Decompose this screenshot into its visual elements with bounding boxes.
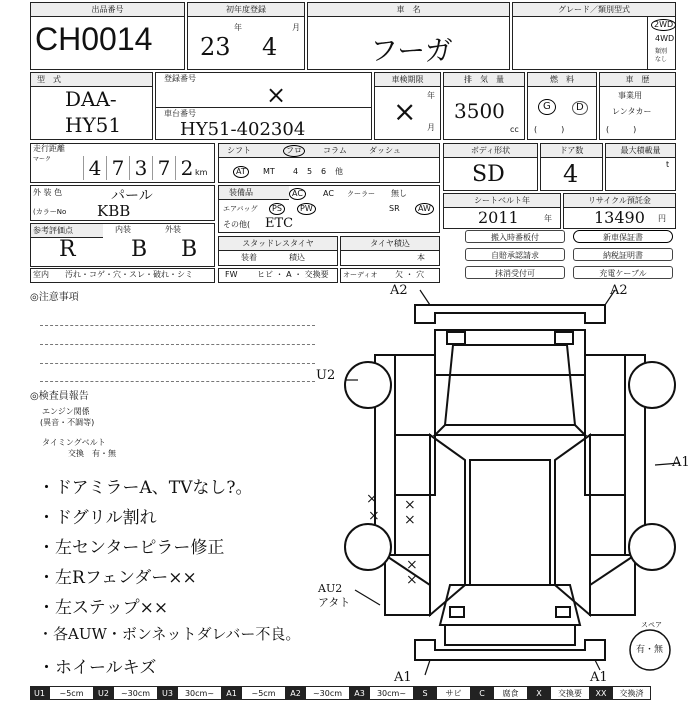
chassis-label: 車台番号	[164, 109, 196, 118]
type-line1: DAA-	[65, 87, 117, 111]
legend-meaning: ~5cm	[241, 686, 286, 700]
studless-loaded: 積込	[289, 253, 305, 262]
interior-label: 内装	[115, 225, 131, 234]
use-business: 事業用	[618, 91, 642, 100]
month-unit: 月	[292, 23, 300, 32]
mileage-label: 走行距離	[33, 144, 65, 153]
disp-box	[443, 72, 525, 140]
legend-meaning: サビ	[436, 686, 471, 700]
studless-label: スタッドレスタイヤ	[219, 237, 337, 251]
fuel-other: ( )	[534, 125, 565, 134]
trans-5: 5	[307, 167, 313, 176]
use-other: ( )	[606, 125, 637, 134]
legend-code: U3	[158, 686, 177, 700]
legend-code: C	[471, 686, 493, 700]
timing-options: 交換 有・無	[68, 449, 116, 458]
lot-label: 出品番号	[31, 3, 184, 17]
mark-x-5: ×	[406, 557, 418, 573]
fw-label: FW	[225, 270, 238, 279]
legend-meaning: 30cm~	[369, 686, 414, 700]
fuel-diesel: D	[572, 101, 588, 115]
timing-label: タイミングベルト	[42, 438, 106, 447]
legend-meaning: 30cm~	[177, 686, 222, 700]
recycle-unit: 円	[658, 214, 666, 223]
fw-box	[218, 268, 338, 283]
car-damage-diagram	[300, 285, 700, 685]
doc-tax: 納税証明書	[573, 248, 673, 261]
tire-load-label: タイヤ積込	[341, 237, 439, 251]
use-box	[599, 72, 676, 140]
inspection-year-unit: 年	[427, 91, 435, 100]
shift-box	[218, 143, 440, 183]
doors-count: 4	[563, 160, 579, 188]
displacement: 3500	[454, 99, 505, 123]
equip-other: ETC	[265, 216, 294, 231]
trans-at: AT	[233, 166, 249, 178]
tire-load-box	[340, 236, 440, 266]
recycle-label: リサイクル預託金	[564, 194, 675, 208]
remark-3: ・左センターピラー修正	[38, 538, 225, 558]
color-label: 外 装 色	[33, 188, 63, 197]
doc-warranty: 新車保証書	[573, 230, 673, 243]
cabin-label: 室内	[33, 270, 49, 279]
equip-aw: AW	[415, 203, 434, 215]
capacity-box	[605, 143, 676, 191]
legend-meaning: 交換済	[612, 686, 651, 700]
body-box	[443, 143, 538, 191]
mark-a1-rear-left: A1	[394, 670, 412, 685]
seatbelt-box	[443, 193, 561, 229]
legend-code: U2	[94, 686, 113, 700]
legend-meaning: ~5cm	[49, 686, 94, 700]
lot-box	[30, 2, 185, 70]
studless-mounted: 装着	[241, 253, 257, 262]
mileage-digit: 3	[129, 156, 152, 180]
doors-box	[540, 143, 603, 191]
model-box	[307, 2, 510, 70]
trans-6: 6	[321, 167, 327, 176]
equip-other-label: その他(	[223, 220, 251, 229]
legend-code: U1	[30, 686, 49, 700]
equip-ps: PS	[269, 203, 285, 215]
mark-x-6: ×	[406, 572, 418, 588]
legend-meaning: 腐食	[493, 686, 528, 700]
inspector-heading: ◎検査員報告	[30, 391, 89, 402]
mark-x-4: ×	[368, 508, 380, 524]
color-box	[30, 185, 215, 221]
mark-a2-left: A2	[390, 283, 408, 298]
first-reg-label: 初年度登録	[188, 3, 304, 17]
fuel-box	[527, 72, 597, 140]
fuel-label: 燃 料	[528, 73, 596, 87]
cc-unit: cc	[510, 125, 519, 134]
legend-meaning: ~30cm	[305, 686, 350, 700]
inspection-label: 車検期限	[375, 73, 440, 87]
inspection-box	[374, 72, 441, 140]
doc-charge-cable: 充電ケーブル	[573, 266, 673, 279]
equip-none: 無し	[391, 189, 407, 198]
equip-ac2: AC	[323, 189, 334, 198]
equip-box	[218, 185, 440, 233]
chassis-number: HY51-402304	[180, 119, 306, 140]
exterior-label: 外装	[165, 225, 181, 234]
mileage-box	[30, 143, 215, 183]
equip-cooler: クーラー	[347, 190, 375, 198]
reg-label: 登録番号	[164, 74, 196, 83]
reg-box	[155, 72, 372, 140]
equip-sr: SR	[389, 204, 400, 213]
seatbelt-label: シートベルト年	[444, 194, 560, 208]
drive-none: 類別 なし	[655, 48, 668, 63]
type-line2: HY51	[65, 113, 122, 137]
mileage-digit: 7	[106, 156, 129, 180]
mileage-digit: 4	[83, 156, 106, 180]
remark-2: ・ドグリル割れ	[38, 508, 157, 528]
notes-heading: ◎注意事項	[30, 292, 79, 303]
grade-box	[512, 2, 676, 70]
eval-label: 参考評価点	[31, 224, 103, 238]
legend-code: A2	[286, 686, 305, 700]
equip-ac1: AC	[289, 188, 306, 200]
mark-u2: U2	[316, 368, 336, 383]
first-reg-year: 23	[200, 33, 231, 61]
grades-box	[30, 223, 215, 267]
fuel-gasoline: G	[538, 99, 556, 115]
inspection-value: ×	[393, 95, 417, 128]
use-rental: レンタカー	[612, 107, 652, 116]
cabin-box	[30, 268, 215, 283]
doc-insurance: 自賠承認請求	[465, 248, 565, 261]
mark-a2-right: A2	[610, 283, 628, 298]
shift-label: シフト	[219, 144, 439, 158]
grade-label: グレード／類別型式	[513, 3, 675, 17]
legend-code: S	[414, 686, 436, 700]
trans-mt: MT	[263, 167, 275, 176]
legend-code: A1	[222, 686, 241, 700]
drive-2wd: 2WD	[651, 19, 676, 31]
year-unit: 年	[234, 23, 242, 32]
disp-label: 排 気 量	[444, 73, 524, 87]
remark-6: ・各AUW・ボンネットダレバー不良。	[38, 625, 301, 643]
shift-column: コラム	[323, 146, 347, 155]
mark-x-1: ×	[366, 491, 378, 507]
equip-airbag: エアバッグ	[223, 205, 258, 213]
equip-pw: PW	[297, 203, 316, 215]
body-label: ボディ形状	[444, 144, 537, 158]
lot-number: CH0014	[35, 21, 153, 57]
legend-code: XX	[590, 686, 612, 700]
recycle-box	[563, 193, 676, 229]
legend-code: A3	[350, 686, 369, 700]
engine-sub: (異音・不調等)	[40, 418, 95, 427]
trans-4: 4	[293, 167, 299, 176]
type-box	[30, 72, 153, 140]
color-no: KBB	[97, 202, 131, 220]
capacity-unit: t	[666, 160, 670, 169]
first-reg-box	[187, 2, 305, 70]
remark-5: ・左ステップ××	[38, 598, 169, 618]
type-label: 型 式	[31, 73, 152, 87]
model-name: フーガ	[370, 34, 453, 67]
legend-meaning: ~30cm	[113, 686, 158, 700]
engine-label: エンジン関係	[42, 407, 90, 416]
spare-value: 有・無	[636, 645, 664, 655]
mark-au2: AU2 アタト	[318, 582, 351, 609]
km-unit: km	[195, 168, 208, 177]
seatbelt-year: 2011	[478, 208, 519, 227]
cabin-items: 汚れ・コゲ・穴・スレ・破れ・シミ	[65, 270, 193, 279]
mark-a1-side: A1	[672, 455, 690, 470]
equip-label: 装備品	[219, 186, 289, 200]
mileage-digit: 7	[152, 156, 175, 180]
tire-load-unit: 本	[417, 253, 425, 262]
color-value: パール	[111, 188, 153, 204]
color-no-label: (カラーNo	[33, 208, 67, 216]
legend-meaning: 交換要	[550, 686, 590, 700]
mark-label: マーク	[33, 156, 52, 163]
remark-1: ・ドアミラーA、TVなし?。	[38, 478, 253, 498]
model-label: 車 名	[308, 3, 509, 17]
remark-7: ・ホイールキズ	[38, 658, 157, 678]
audio-box	[340, 268, 440, 283]
seatbelt-unit: 年	[544, 214, 552, 223]
use-label: 車 歴	[600, 73, 675, 87]
spare-label: スペア	[641, 621, 662, 629]
mileage-digits	[83, 156, 198, 180]
capacity-label: 最大積載量	[606, 144, 675, 158]
exterior-grade: B	[181, 237, 198, 262]
doc-deregistration: 抹消受付可	[465, 266, 565, 279]
shift-floor: フロ	[283, 145, 305, 157]
mark-x-2: ×	[404, 497, 416, 513]
eval-grade: R	[59, 237, 76, 262]
remark-4: ・左Rフェンダー××	[38, 568, 197, 588]
trans-other: 他	[335, 167, 343, 176]
inspection-month-unit: 月	[427, 123, 435, 132]
first-reg-month: 4	[262, 33, 278, 61]
mark-x-3: ×	[404, 512, 416, 528]
doors-label: ドア数	[541, 144, 602, 158]
recycle-amount: 13490	[594, 208, 645, 227]
fw-options: ヒビ ・ A ・ 交換要	[257, 270, 329, 279]
reg-value: ×	[266, 81, 287, 109]
drive-4wd: 4WD	[655, 34, 675, 43]
audio-label: オーディオ	[343, 271, 378, 279]
doc-plate: 搬入時番板付	[465, 230, 565, 243]
studless-box	[218, 236, 338, 266]
shift-dash: ダッシュ	[369, 146, 401, 155]
legend-code: X	[528, 686, 550, 700]
audio-options: 欠 ・ 穴	[395, 270, 425, 279]
interior-grade: B	[131, 237, 148, 262]
damage-legend	[30, 686, 700, 700]
mileage-digit: 2	[175, 156, 198, 180]
mark-a1-rear-right: A1	[590, 670, 608, 685]
body-type: SD	[472, 162, 505, 187]
